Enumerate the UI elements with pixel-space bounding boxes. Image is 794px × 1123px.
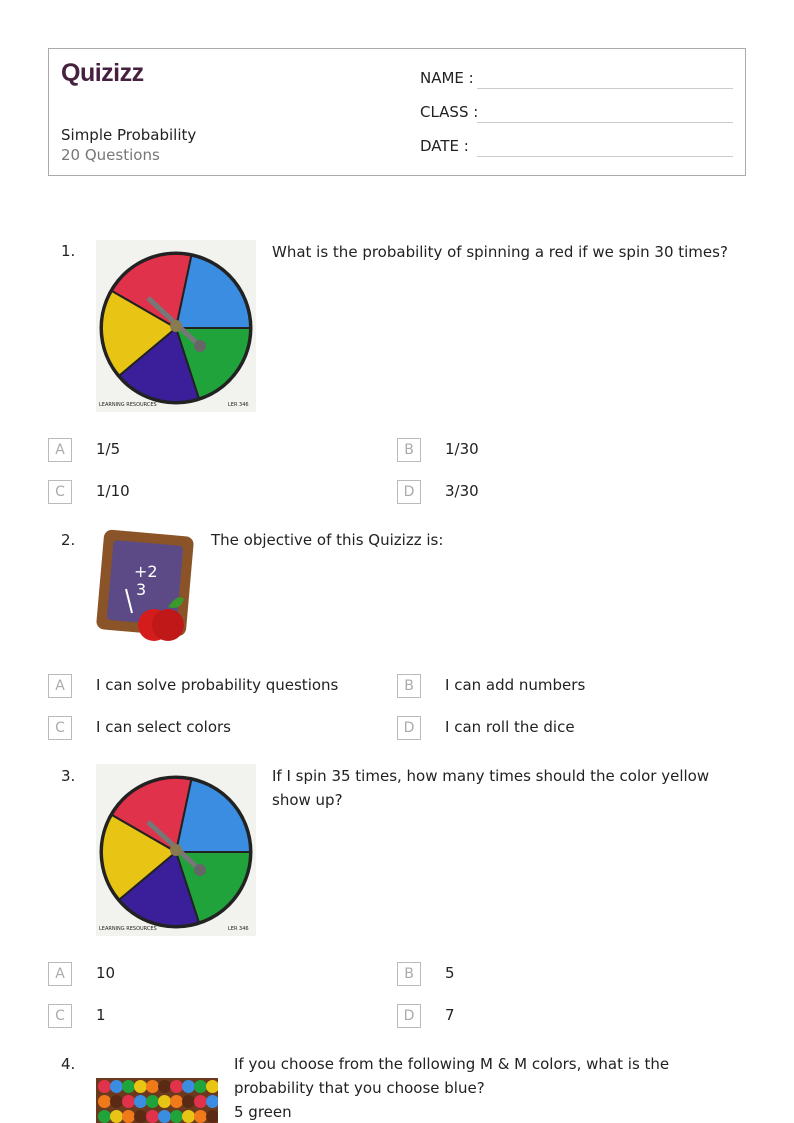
- question-text: The objective of this Quizizz is:: [211, 531, 444, 549]
- date-label: DATE :: [420, 137, 469, 155]
- candy: [206, 1080, 218, 1093]
- option-d-box[interactable]: D: [397, 716, 421, 740]
- option-d-text: 7: [445, 1006, 455, 1024]
- date-field[interactable]: [420, 137, 733, 155]
- svg-text:LER 346: LER 346: [228, 402, 249, 408]
- worksheet-header: [48, 48, 746, 176]
- option-b-text: 1/30: [445, 440, 479, 458]
- option-b-text: I can add numbers: [445, 676, 586, 694]
- class-field[interactable]: [420, 103, 733, 121]
- option-d-box[interactable]: D: [397, 480, 421, 504]
- spinner-image: [96, 240, 256, 412]
- option-d-box[interactable]: D: [397, 1004, 421, 1028]
- option-b-box[interactable]: B: [397, 438, 421, 462]
- name-label: NAME :: [420, 69, 474, 87]
- question-text-line: If you choose from the following M & M colors, what is the probability that you choose blue?: [234, 1055, 670, 1097]
- option-a-box[interactable]: A: [48, 438, 72, 462]
- option-c-text: 1/10: [96, 482, 130, 500]
- option-b-text: 5: [445, 964, 455, 982]
- option-c-box[interactable]: C: [48, 1004, 72, 1028]
- candy: [206, 1095, 218, 1108]
- option-d-text: 3/30: [445, 482, 479, 500]
- worksheet-title: Simple Probability: [61, 126, 197, 144]
- question-number: 3.: [61, 767, 76, 785]
- spinner-image: [96, 764, 256, 936]
- question-count: 20 Questions: [61, 146, 160, 164]
- svg-text:LER 346: LER 346: [228, 926, 249, 932]
- question-text: If I spin 35 times, how many times should the color yellow show up?: [272, 767, 710, 809]
- option-c-box[interactable]: C: [48, 480, 72, 504]
- option-b-box[interactable]: B: [397, 674, 421, 698]
- question-number: 2.: [61, 531, 76, 549]
- option-c-text: I can select colors: [96, 718, 231, 736]
- quizizz-logo: Quizizz: [61, 59, 144, 87]
- chalkboard-apple-image: [96, 527, 196, 649]
- option-c-box[interactable]: C: [48, 716, 72, 740]
- option-b-box[interactable]: B: [397, 962, 421, 986]
- svg-text:LEARNING RESOURCES: LEARNING RESOURCES: [99, 402, 157, 408]
- class-label: CLASS :: [420, 103, 479, 121]
- svg-text:+2: +2: [134, 562, 158, 581]
- option-a-box[interactable]: A: [48, 674, 72, 698]
- question-text: What is the probability of spinning a red if we spin 30 times?: [272, 243, 728, 261]
- question-number: 1.: [61, 242, 76, 260]
- question-text-line: 5 green: [234, 1103, 292, 1121]
- option-a-text: I can solve probability questions: [96, 676, 339, 694]
- option-c-text: 1: [96, 1006, 106, 1024]
- name-field[interactable]: [420, 69, 733, 87]
- question-text: [234, 1052, 694, 1123]
- question-number: 4.: [61, 1055, 76, 1073]
- option-a-text: 10: [96, 964, 116, 982]
- svg-text:3: 3: [136, 580, 147, 599]
- candy: [206, 1110, 218, 1123]
- option-a-text: 1/5: [96, 440, 121, 458]
- option-a-box[interactable]: A: [48, 962, 72, 986]
- mm-candies-image: [96, 1078, 218, 1123]
- svg-text:LEARNING RESOURCES: LEARNING RESOURCES: [99, 926, 157, 932]
- option-d-text: I can roll the dice: [445, 718, 575, 736]
